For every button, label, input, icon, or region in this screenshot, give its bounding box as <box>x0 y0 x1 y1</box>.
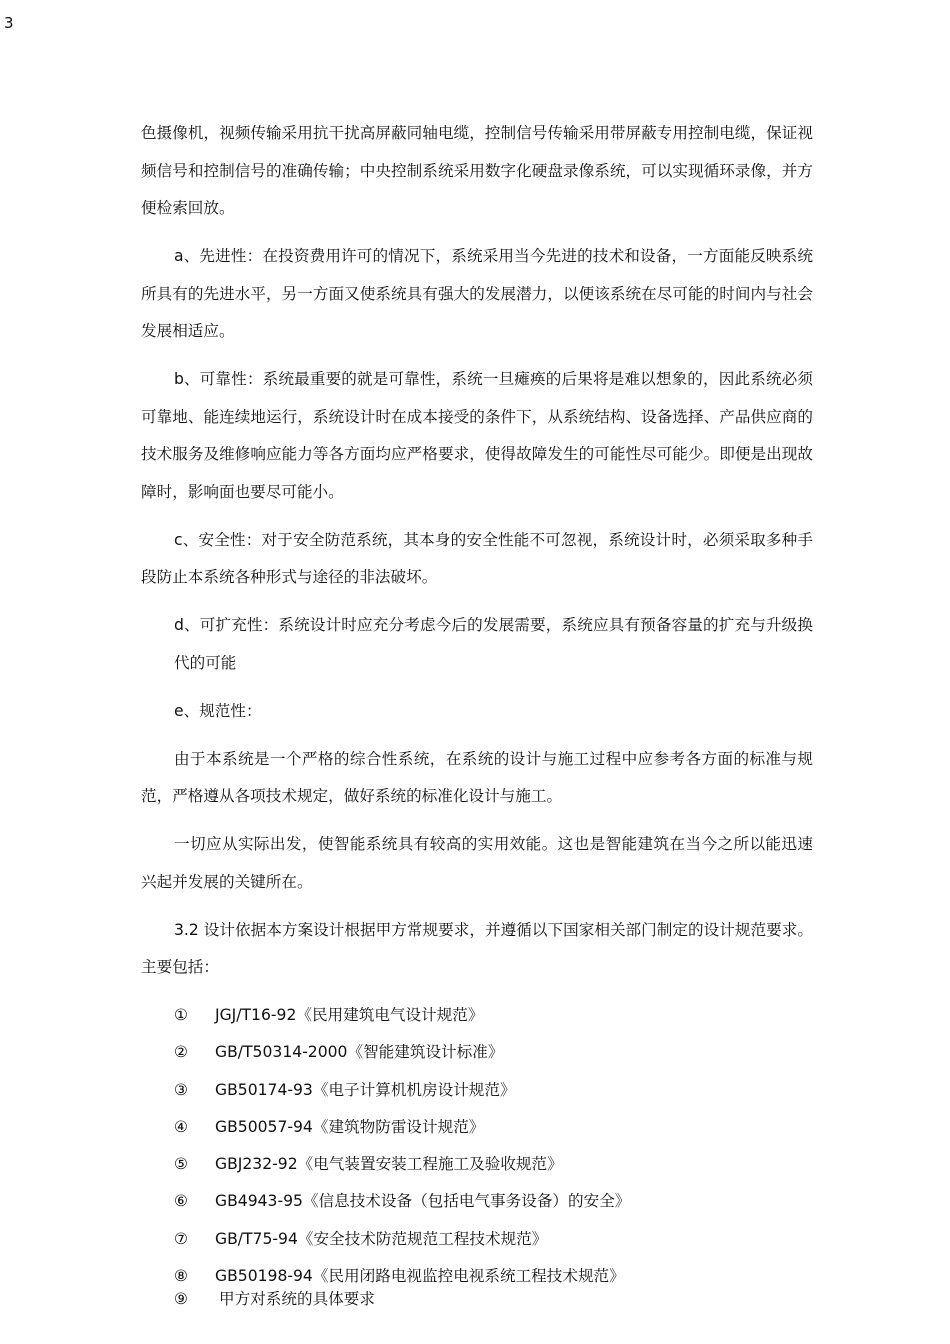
paragraph-reliability: b、可靠性：系统最重要的就是可靠性，系统一旦瘫痪的后果将是难以想象的，因此系统必须可靠地、能连续地运行，系统设计时在成本接受的条件下，从系统结构、设备选择、产品供应商的技术服务及维修响应能力等各方面均应严格要求，使得故障发生的可能性尽可能少。即便是出现故障时，影响面也要尽可能小。 <box>141 370 813 501</box>
reference-number: ⑦ <box>174 1229 188 1248</box>
reference-item <box>141 1221 813 1258</box>
reference-item <box>141 1072 813 1109</box>
reference-text: GB/T50314-2000《智能建筑设计标准》 <box>215 1043 504 1062</box>
page-number: 3 <box>4 14 14 32</box>
paragraph-practical: 一切应从实际出发，使智能系统具有较高的实用效能。这也是智能建筑在当今之所以能迅速兴起并发展的关键所在。 <box>141 835 813 891</box>
reference-item <box>141 1034 813 1071</box>
paragraph-design-basis: 3.2 设计依据本方案设计根据甲方常规要求，并遵循以下国家相关部门制定的设计规范要求。主要包括： <box>141 920 813 976</box>
reference-item <box>141 1183 813 1220</box>
reference-item <box>141 1287 813 1315</box>
paragraph-security: c、安全性：对于安全防范系统，其本身的安全性能不可忽视，系统设计时，必须采取多种手段防止本系统各种形式与途径的非法破坏。 <box>141 530 813 586</box>
reference-text: GBJ232-92《电气装置安装工程施工及验收规范》 <box>215 1155 563 1174</box>
reference-text: GB50198-94《民用闭路电视监控电视系统工程技术规范》 <box>215 1267 625 1286</box>
reference-number: ⑤ <box>174 1155 188 1174</box>
document-body <box>141 115 813 1315</box>
reference-text: JGJ/T16-92《民用建筑电气设计规范》 <box>215 1006 484 1024</box>
reference-text: GB4943-95《信息技术设备（包括电气事务设备）的安全》 <box>215 1192 631 1211</box>
reference-number: ⑥ <box>174 1192 188 1211</box>
reference-item <box>141 1109 813 1146</box>
paragraph-expandability: d、可扩充性：系统设计时应充分考虑今后的发展需要，系统应具有预备容量的扩充与升级换代的可能 <box>174 616 813 672</box>
reference-item <box>141 997 813 1034</box>
paragraph-advanced: a、先进性：在投资费用许可的情况下，系统采用当今先进的技术和设备，一方面能反映系统所具有的先进水平，另一方面又使系统具有强大的发展潜力，以便该系统在尽可能的时间内与社会发展相适应。 <box>141 247 813 340</box>
reference-text: 甲方对系统的具体要求 <box>219 1290 375 1309</box>
reference-text: GB50057-94《建筑物防雷设计规范》 <box>215 1117 485 1136</box>
reference-number: ⑨ <box>174 1290 188 1309</box>
reference-number: ② <box>174 1043 188 1062</box>
reference-list <box>141 997 813 1315</box>
reference-item <box>141 1146 813 1183</box>
reference-number: ⑧ <box>174 1267 188 1286</box>
reference-number: ④ <box>174 1117 188 1136</box>
paragraph-intro: 色摄像机，视频传输采用抗干扰高屏蔽同轴电缆，控制信号传输采用带屏蔽专用控制电缆，保证视频信号和控制信号的准确传输；中央控制系统采用数字化硬盘录像系统，可以实现循环录像，并方便检索回放。 <box>141 124 813 217</box>
reference-text: GB/T75-94《安全技术防范规范工程技术规范》 <box>215 1229 548 1248</box>
reference-number: ① <box>174 1006 188 1024</box>
paragraph-standards-heading: e、规范性： <box>174 701 262 720</box>
reference-text: GB50174-93《电子计算机机房设计规范》 <box>215 1080 516 1099</box>
paragraph-standards: 由于本系统是一个严格的综合性系统，在系统的设计与施工过程中应参考各方面的标准与规范，严格遵从各项技术规定，做好系统的标准化设计与施工。 <box>141 749 813 805</box>
reference-number: ③ <box>174 1080 188 1099</box>
